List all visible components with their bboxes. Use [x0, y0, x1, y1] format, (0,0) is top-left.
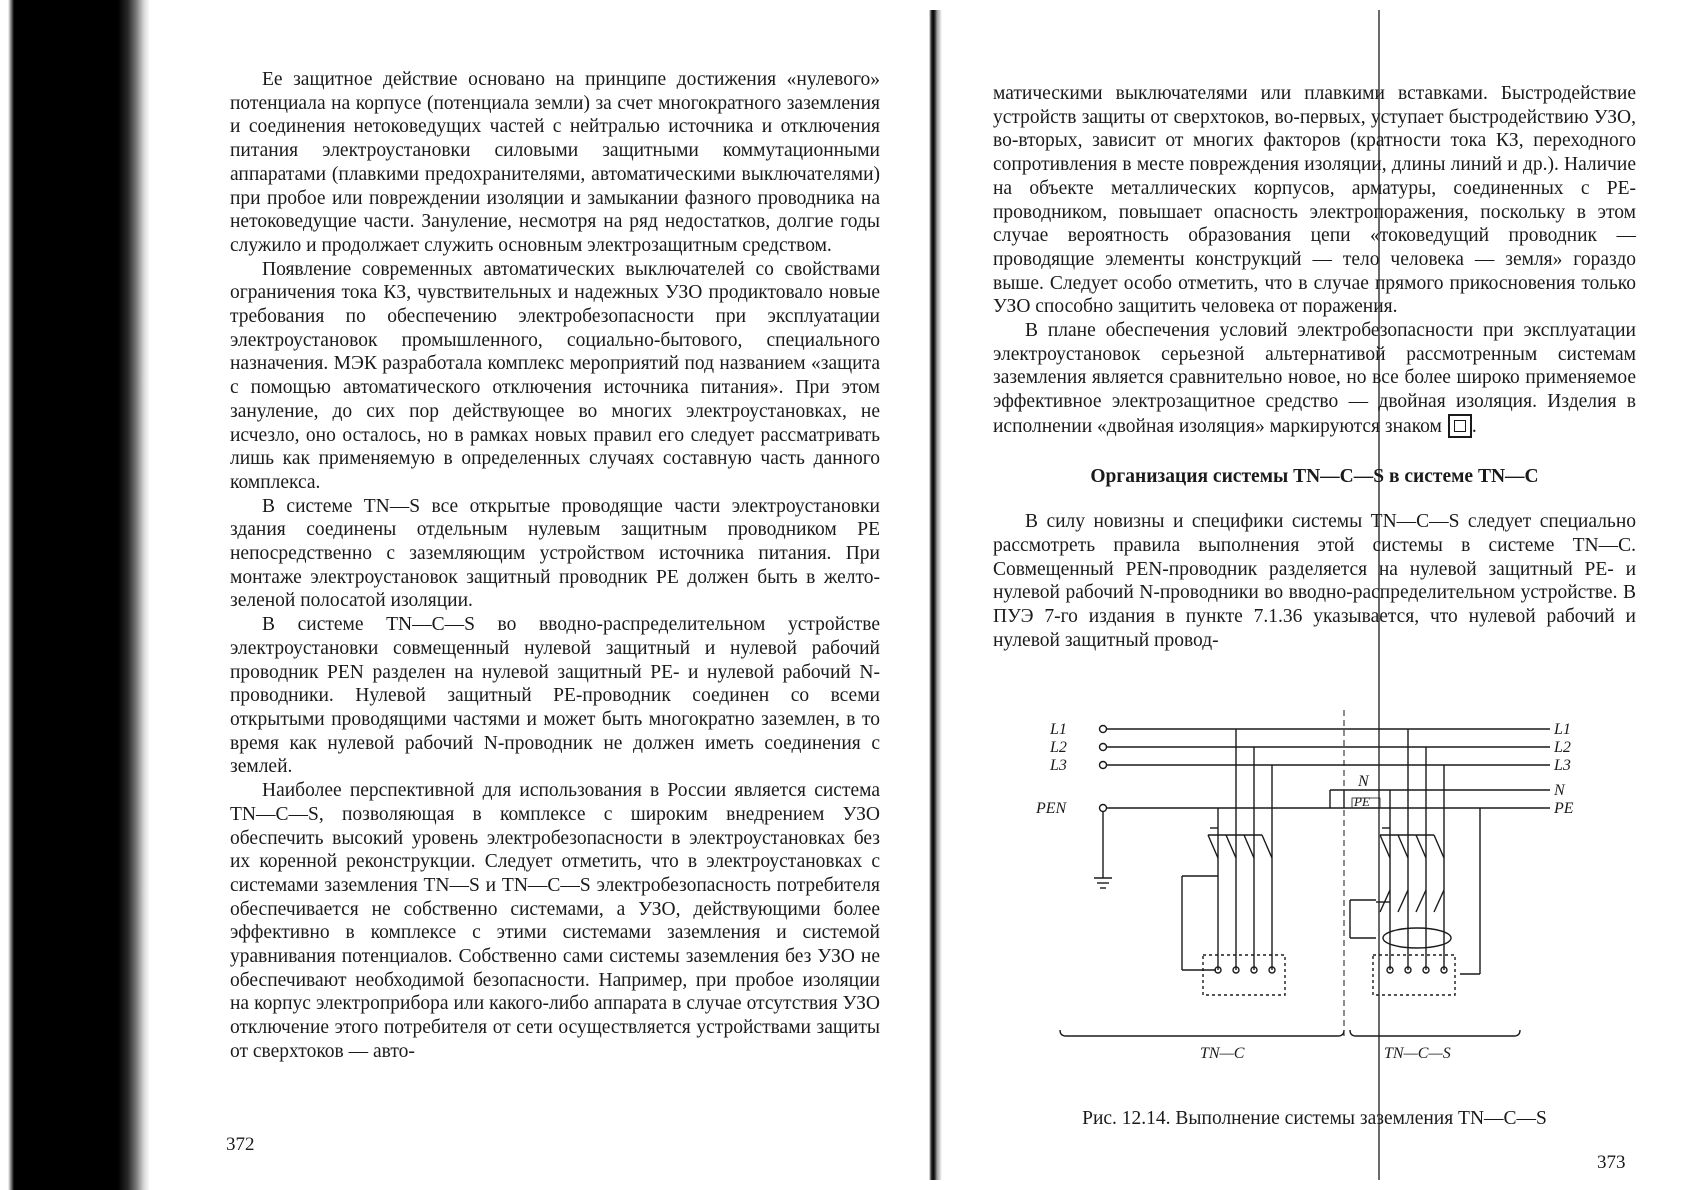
label-l1-left: L1: [1050, 721, 1067, 738]
label-l1-right: L1: [1554, 721, 1571, 738]
figure-caption: Рис. 12.14. Выполнение системы заземления TN—C—S: [1082, 1108, 1547, 1129]
label-pe-right: PE: [1554, 800, 1574, 817]
label-n-right: N: [1554, 782, 1565, 799]
label-l3-right: L3: [1554, 757, 1571, 774]
section-heading: Организация системы TN—C—S в системе TN—C: [1090, 465, 1539, 487]
paragraph: В системе TN—C—S во вводно-распределительном устройстве электроустановки совмещенный нулевой защитный и нулевой рабочий проводник PEN разделен на нулевой защитный PE- и нулевой рабочий N-проводники. Нулевой защитный PE-проводник соединен со всеми открытыми проводящими частями и может быть многократно заземлен, в то время как нулевой рабочий N-проводник не должен иметь соединения с землей.: [230, 614, 880, 778]
paragraph: Наиболее перспективной для использования в России является система TN—C—S, позволяющая в комплексе с широким внедрением УЗО обеспечить высокий уровень электробезопасности в электроустановках без их коренной реконструкции. Следует отметить, что в электроустановках с системами заземления TN—S и TN—C—S электробезопасность потребителя обеспечивается не собственно системами, а УЗО, действующими более эффективно в комплексе с этими системами заземления и системой уравнивания потенциалов. Собственно сами системы заземления без УЗО не обеспечивают необходимой безопасности. Например, при пробое изоляции на корпус электроприбора или какого-либо аппарата в случае отсутствия УЗО отключение этого потребителя от сети осуществляется устройствами защиты от сверхтоков — авто-: [230, 780, 880, 1062]
scan-shadow-left: [0, 0, 150, 1190]
label-n-split: N: [1358, 773, 1369, 790]
paragraph: [993, 319, 1636, 439]
page-number-right: 373: [1597, 1152, 1626, 1173]
label-pe-split: PE: [1354, 794, 1370, 809]
label-l3-left: L3: [1050, 757, 1067, 774]
label-tn-c-s: TN—C—S: [1384, 1045, 1451, 1062]
wiring-diagram: [1036, 710, 1590, 1110]
paragraph-text: В плане обеспечения условий электробезопасности при эксплуатации электроустановок серьезной альтернативой рассмотренным системам заземления является сравнительно новое, но все более широко применяемое эффективное электрозащитное средство — двойная изоляция. Изделия в исполнении «двойная изоляция» маркируются знаком: [993, 320, 1636, 437]
label-pen: PEN: [1036, 800, 1067, 817]
paragraph: В системе TN—S все открытые проводящие части электроустановки здания соединены отдельным нулевым защитным проводником PE непосредственно с заземляющим устройством источника питания. При монтаже электроустановок защитный проводник PE должен быть в желто-зеленой полосатой изоляции.: [230, 495, 880, 612]
double-insulation-mark-icon: [1448, 414, 1472, 438]
paragraph: Ее защитное действие основано на принципе достижения «нулевого» потенциала на корпусе (потенциала земли) за счет многократного заземления и соединения нетоковедущих частей с нейтралью источника и отключения питания электроустановки силовыми защитными коммутационными аппаратами (плавкими предохранителями, автоматическими выключателями) при пробое или повреждении изоляции и замыкании фазного проводника на нетоковедущие части. Зануление, несмотря на ряд недостатков, долгие годы служило и продолжает служить основным электрозащитным средством.: [230, 69, 880, 256]
page-number-left: 372: [226, 1134, 255, 1155]
book-gutter: [924, 10, 942, 1180]
label-tn-c: TN—C: [1200, 1045, 1245, 1062]
diagram-lines: [1060, 710, 1550, 1040]
paragraph-end: .: [1471, 415, 1477, 437]
label-l2-right: L2: [1554, 739, 1571, 756]
paragraph: матическими выключателями или плавкими вставками. Быстродействие устройств защиты от сверхтоков, во-первых, уступает быстродействию УЗО, во-вторых, зависит от многих факторов (кратности тока КЗ, переходного сопротивления в месте повреждения изоляции, длины линий и др.). Наличие на объекте металлических корпусов, арматуры, соединенных с PE-проводником, повышает опасность электропоражения, поскольку в этом случае вероятность образования цепи «токоведущий проводник — проводящие элементы конструкций — тело человека — земля» гораздо выше. Следует особо отметить, что в случае прямого прикосновения только УЗО способно защитить человека от поражения.: [993, 83, 1636, 318]
paragraph: В силу новизны и специфики системы TN—C—S следует специально рассмотреть правила выполнения этой системы в системе TN—C. Совмещенный PEN-проводник разделяется на нулевой защитный PE- и нулевой рабочий N-проводники во вводно-распределительном устройстве. В ПУЭ 7-го издания в пункте 7.1.36 указывается, что нулевой рабочий и нулевой защитный провод-: [993, 511, 1636, 651]
paragraph: Появление современных автоматических выключателей со свойствами ограничения тока КЗ, чувствительных и надежных УЗО продиктовало новые требования по обеспечению электробезопасности при эксплуатации электроустановок промышленного, социально-бытового, специального назначения. МЭК разработала комплекс мероприятий под названием «защита с помощью автоматического отключения источника питания». При этом зануление, до сих пор действующее во многих электроустановках, не исчезло, оно осталось, но в рамках новых правил его следует рассматривать лишь как применяемую в определенных случаях составную часть данного комплекса.: [230, 258, 880, 493]
left-page-text: [230, 68, 880, 1064]
right-page-text: [993, 82, 1636, 652]
label-l2-left: L2: [1050, 739, 1067, 756]
